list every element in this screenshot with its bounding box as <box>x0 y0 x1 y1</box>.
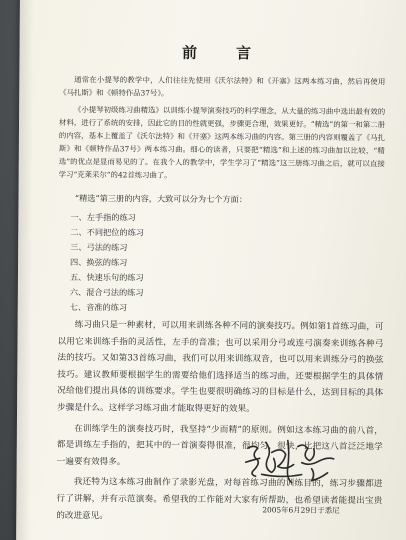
preface-date: 2005年6月29日于悉尼 <box>262 505 340 515</box>
list-item: 一、左手指的练习 <box>70 211 136 223</box>
list-item: 三、弓法的练习 <box>70 241 128 253</box>
list-item: 六、混合弓法的练习 <box>69 286 144 298</box>
list-item: 五、快速乐句的练习 <box>69 271 144 283</box>
body-paragraph-1: 练习曲只是一种素材，可以用来训练各种不同的演奏技巧。例如第1首练习曲，可以用它来训练手指的灵活性，左手的音准；也可以采用分弓或连弓演奏来训练各种弓法的技巧。又如第33首练习曲，我们可以用来训练双音，也可以用来训练分弓的换弦技巧。建议教师要根据学生的需要给他们选择适当的练习曲，还要根据学生的具体情况给他们提出具体的训练要求。学生也要很明确练习的目标是什么，达到目标的具体步骤是什么。这样学习练习曲才能取得更好的效果。 <box>57 320 384 415</box>
intro-paragraph-2: 《小提琴初级练习曲精选》以训练小提琴演奏技巧的科学理念，从大量的练习曲中选出最有效的材料，进行了系统的安排，因此它的目的性就更强，步骤更合理，效果更好。“精选”的第一和第二册的内容，基本上覆盖了《沃尔法特》和《开塞》这两本练习曲的内容。第三册的内容则覆盖了《马扎斯》和《顿特作品37号》两本练习曲。细心的读者，只要把“精选”和上述的练习曲加以比较，“精选”的优点是显而易见的了。在我个人的教学中，学生学习了“精选”这三册练习曲之后，就可以直接学习“克莱采尔”的42首练习曲了。 <box>58 105 386 180</box>
list-item: 二、不同把位的练习 <box>70 226 145 238</box>
page-title: 前 言 <box>181 43 264 63</box>
content-list <box>58 210 385 317</box>
body-paragraph-2: 在训练学生的演奏技巧时，我坚持“少而精”的原则。例如这本练习曲的前八首，都是训练左手指的，把其中的一首演奏得很准，很均匀，很快，比把这八首泛泛地学一遍要有效得多。 <box>56 423 383 468</box>
handwritten-signature <box>241 428 341 489</box>
book-page <box>16 0 406 540</box>
list-item: 七、音准的练习 <box>69 301 128 313</box>
intro-paragraph-1: 通常在小提琴的教学中，人们往往先使用《沃尔法特》和《开塞》这两本练习曲，然后再使用《马扎斯》和《顿特作品37号》。 <box>59 75 386 98</box>
body-paragraph-3: 我还特为这本练习曲制作了录影光盘，对每首练习曲的训练目的，练习步骤都进行了讲解，并有示范演奏。希望我的工作能对大家有所帮助，也希望读者能提出宝贵的改进意见。 <box>56 477 383 521</box>
list-intro: “精选”第三册的内容，大致可以分为七个方面： <box>74 193 248 205</box>
list-item: 四、换弦的练习 <box>70 256 128 268</box>
